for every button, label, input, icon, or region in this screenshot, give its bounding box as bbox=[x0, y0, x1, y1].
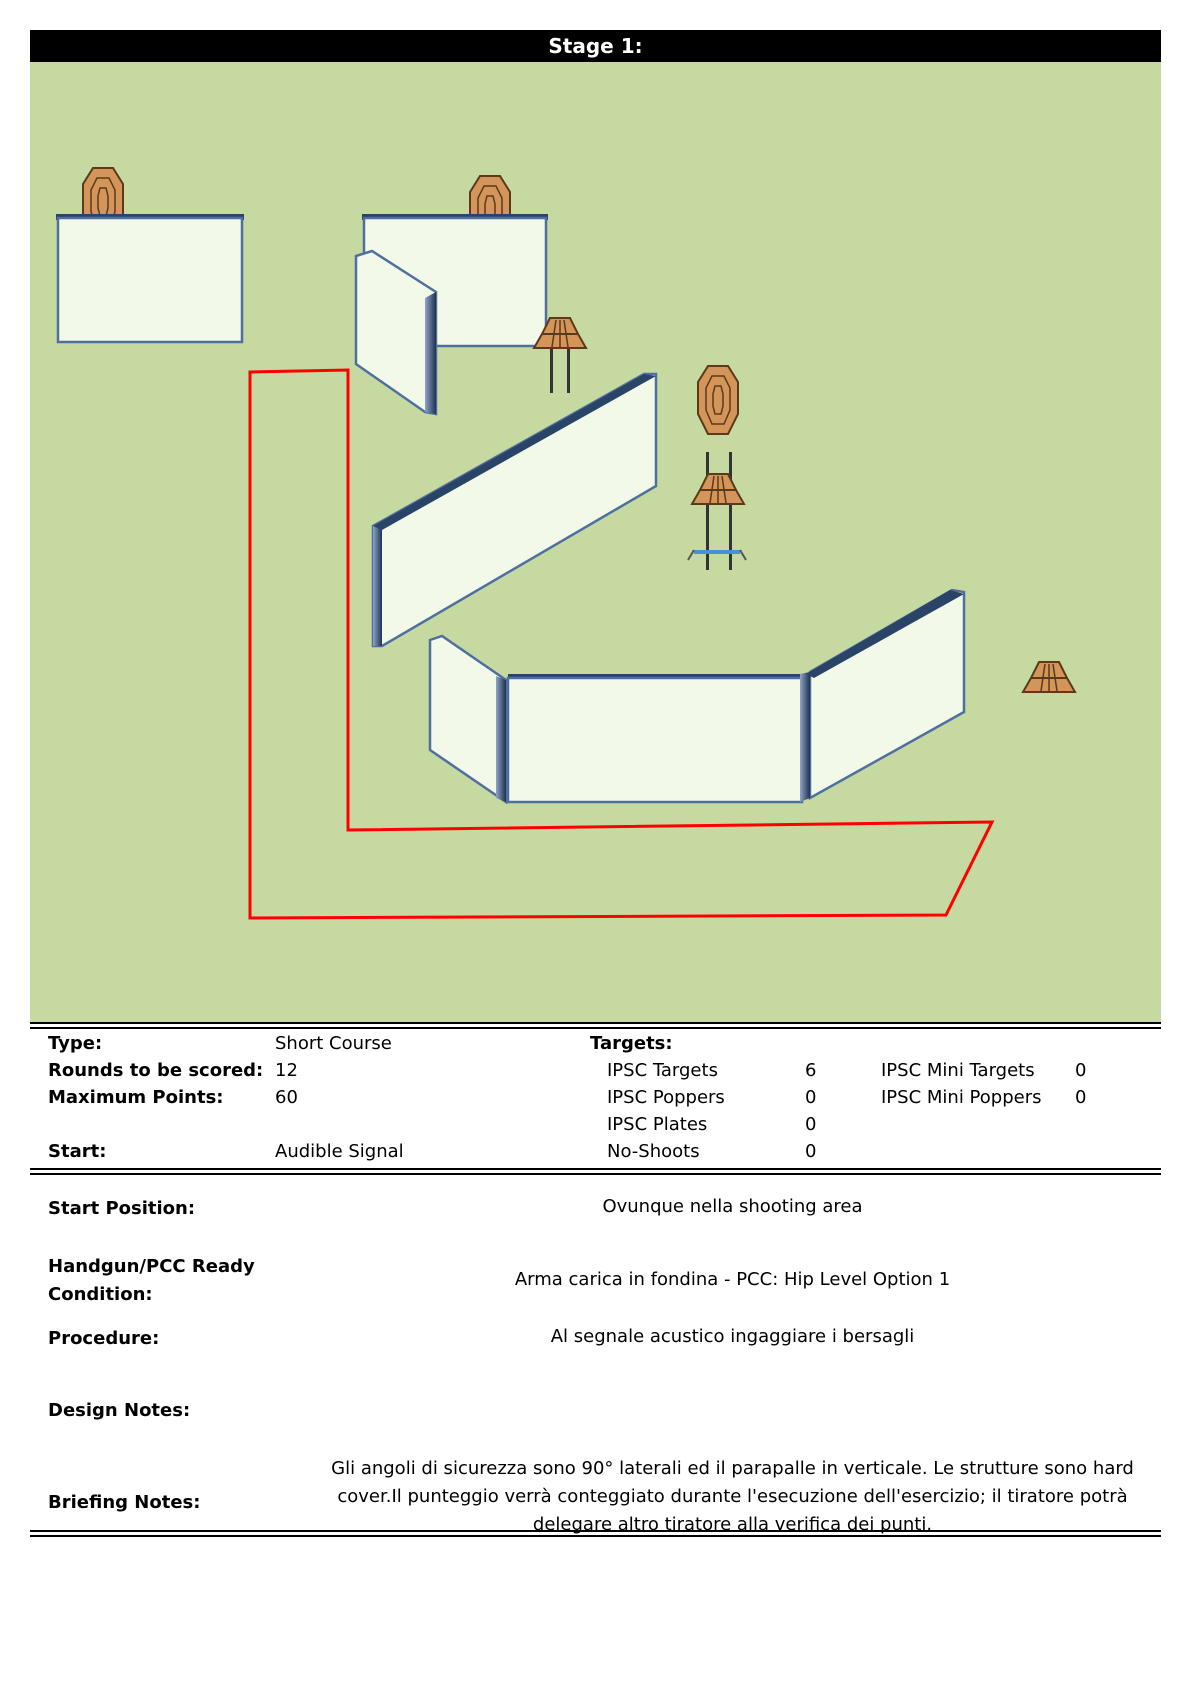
target-type-name: IPSC Targets bbox=[607, 1060, 718, 1081]
divider bbox=[30, 1168, 1161, 1175]
ready-condition-value: Arma carica in fondina - PCC: Hip Level Option 1 bbox=[514, 1269, 951, 1290]
ipsc-mini-target bbox=[692, 474, 744, 504]
wall bbox=[56, 214, 244, 342]
target-type-count: 0 bbox=[805, 1141, 817, 1162]
target-type-name: No-Shoots bbox=[607, 1141, 700, 1162]
max-points-label: Maximum Points: bbox=[48, 1087, 224, 1108]
stage-diagram bbox=[30, 62, 1161, 1022]
target-type-count: 0 bbox=[805, 1114, 817, 1135]
type-label: Type: bbox=[48, 1033, 103, 1054]
target-type-count: 0 bbox=[805, 1087, 817, 1108]
target-type-name: IPSC Mini Poppers bbox=[881, 1087, 1042, 1108]
targets-label: Targets: bbox=[590, 1033, 673, 1054]
start-position-label: Start Position: bbox=[48, 1198, 196, 1219]
target-type-name: IPSC Poppers bbox=[607, 1087, 725, 1108]
target-type-name: IPSC Plates bbox=[607, 1114, 708, 1135]
start-label: Start: bbox=[48, 1141, 107, 1162]
rounds-label: Rounds to be scored: bbox=[48, 1060, 264, 1081]
type-value: Short Course bbox=[275, 1033, 392, 1054]
divider bbox=[30, 1022, 1161, 1029]
target-type-name: IPSC Mini Targets bbox=[881, 1060, 1035, 1081]
wall bbox=[373, 374, 656, 646]
wall bbox=[430, 590, 964, 802]
target-type-count: 6 bbox=[805, 1060, 817, 1081]
max-points-value: 60 bbox=[275, 1087, 298, 1108]
start-value: Audible Signal bbox=[275, 1141, 404, 1162]
procedure-value: Al segnale acustico ingaggiare i bersagli bbox=[550, 1326, 915, 1347]
target-type-count: 0 bbox=[1075, 1060, 1087, 1081]
briefing-notes-value: Gli angoli di sicurezza sono 90° laterali ed il parapalle in verticale. Le strutture sono hard cover.Il punteggio verrà conteggiato durante l'esecuzione dell'esercizio; il tiratore potrà delegare altro tiratore alla verifica dei punti. bbox=[331, 1458, 1134, 1535]
briefing-notes-label: Briefing Notes: bbox=[48, 1492, 201, 1513]
stage-info-table bbox=[30, 1030, 1161, 1180]
ipsc-target bbox=[688, 366, 746, 570]
divider bbox=[30, 1530, 1161, 1537]
rounds-value: 12 bbox=[275, 1060, 298, 1081]
ipsc-mini-target bbox=[1023, 662, 1075, 692]
procedure-label: Procedure: bbox=[48, 1328, 160, 1349]
start-position-value: Ovunque nella shooting area bbox=[602, 1196, 863, 1217]
target-type-count: 0 bbox=[1075, 1087, 1087, 1108]
stage-drawing bbox=[30, 62, 1161, 1022]
ready-condition-label: Handgun/PCC Ready Condition: bbox=[48, 1256, 255, 1305]
stage-title: Stage 1: bbox=[30, 30, 1161, 62]
design-notes-label: Design Notes: bbox=[48, 1400, 191, 1421]
